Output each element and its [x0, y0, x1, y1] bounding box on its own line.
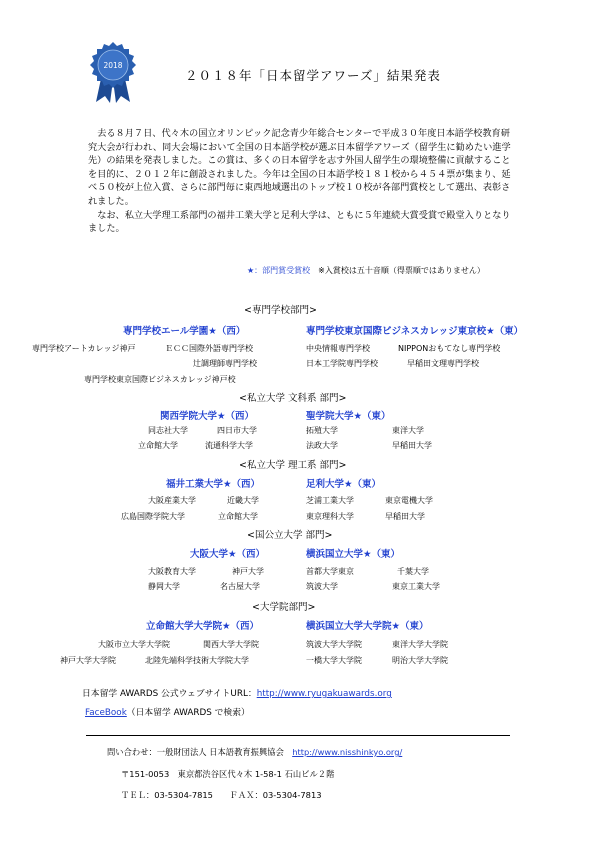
school-item: 神戸大学大学院	[60, 656, 116, 665]
school-item: 名古屋大学	[220, 582, 260, 591]
award-east: 専門学校東京国際ビジネスカレッジ東京校★（東）	[306, 326, 524, 337]
section-heading: <私立大学 理工系 部門>	[239, 460, 347, 471]
school-item: 関西大学大学院	[203, 640, 259, 649]
award-east: 横浜国立大学大学院★（東）	[306, 621, 429, 632]
contact-address: 〒151-0053 東京都渋谷区代々木 1-58-1 石山ビル２階	[121, 769, 335, 779]
website-line	[82, 686, 392, 699]
section-heading: <専門学校部門>	[244, 305, 317, 316]
school-item: 静岡大学	[148, 582, 180, 591]
contact-link[interactable]: http://www.nisshinkyo.org/	[292, 747, 403, 757]
school-item: 神戸大学	[232, 567, 264, 576]
school-item: 広島国際学院大学	[121, 512, 185, 521]
school-item: 同志社大学	[148, 426, 188, 435]
award-west: 大阪大学★（西）	[190, 549, 266, 560]
school-item: 東洋大学	[392, 426, 424, 435]
intro-paragraph: 去る８月７日、代々木の国立オリンピック記念青少年総合センターで平成３０年度日本語学校教育研究大会が行われ、同大会場において全国の日本語学校が選ぶ日本留学アワーズ（留学生に勧めたい進学先）の結果を発表しました。この賞は、多くの日本留学を志す外国人留学生の環境整備に貢献することを目的に、２０１２年に創設されました。今年は全国の日本語学校１８１校から４５４票が集まり、延べ５０校が上位入賞、さらに部門毎に東西地域選出のトップ校１０校が各部門賞校として選出、表彰されました。	[88, 128, 511, 207]
legend-star: ★：部門賞受賞校	[247, 266, 311, 275]
facebook-link[interactable]: FaceBook	[85, 708, 127, 718]
school-item: 千葉大学	[397, 567, 429, 576]
award-east: 足利大学★（東）	[306, 479, 382, 490]
school-item: 立命館大学	[138, 441, 178, 450]
school-item: 東京電機大学	[385, 496, 433, 505]
school-item: 拓殖大学	[306, 426, 338, 435]
page-title: ２０１８年「日本留学アワーズ」結果発表	[185, 68, 441, 83]
school-item: 流通科学大学	[205, 441, 253, 450]
contact-line	[107, 746, 402, 758]
award-west: 福井工業大学★（西）	[166, 479, 261, 490]
legend-note	[247, 265, 485, 276]
school-item: 法政大学	[306, 441, 338, 450]
school-item: 明治大学大学院	[392, 656, 448, 665]
section-heading: <大学院部門>	[252, 602, 316, 613]
contact-phone: ＴＥＬ：03-5304-7815 ＦＡＸ：03-5304-7813	[121, 790, 322, 800]
school-item: 大阪市立大学大学院	[98, 640, 170, 649]
contact-label: 問い合わせ：一般財団法人 日本語教育振興協会	[107, 747, 284, 757]
award-east: 横浜国立大学★（東）	[306, 549, 401, 560]
school-item: 辻調理師専門学校	[193, 359, 257, 368]
school-item: 大阪教育大学	[148, 567, 196, 576]
school-item: 早稲田大学	[385, 512, 425, 521]
website-link[interactable]: http://www.ryugakuawards.org	[256, 689, 392, 699]
facebook-note: （日本留学 AWARDS で検索）	[126, 708, 250, 718]
school-item: 立命館大学	[218, 512, 258, 521]
school-item: 筑波大学	[306, 582, 338, 591]
school-item: 東洋大学大学院	[392, 640, 448, 649]
school-item: 近畿大学	[227, 496, 259, 505]
website-label: 日本留学 AWARDS 公式ウェブサイトURL：	[82, 689, 257, 699]
section-heading: <国公立大学 部門>	[247, 530, 333, 541]
school-item: 専門学校東京国際ビジネスカレッジ神戸校	[84, 375, 236, 384]
school-item: ＥＣＣ国際外語専門学校	[165, 344, 253, 353]
school-item: 専門学校アートカレッジ神戸	[32, 344, 136, 353]
facebook-line	[85, 705, 250, 718]
school-item: 日本工学院専門学校	[306, 359, 378, 368]
intro-text	[88, 127, 518, 236]
school-item: 中央情報専門学校	[306, 344, 370, 353]
school-item: 芝浦工業大学	[306, 496, 354, 505]
section-heading: <私立大学 文科系 部門>	[239, 393, 347, 404]
award-west: 専門学校エール学園★（西）	[123, 326, 246, 337]
award-badge-icon	[88, 40, 138, 104]
school-item: 大阪産業大学	[148, 496, 196, 505]
school-item: 筑波大学大学院	[306, 640, 362, 649]
footer-divider	[86, 735, 510, 736]
award-west: 立命館大学大学院★（西）	[146, 621, 260, 632]
school-item: 一橋大学大学院	[306, 656, 362, 665]
award-east: 聖学院大学★（東）	[306, 411, 391, 422]
school-item: 四日市大学	[217, 426, 257, 435]
badge-year: 2018	[103, 61, 123, 70]
school-item: 早稲田文理専門学校	[407, 359, 479, 368]
order-note: ※入賞校は五十音順（得票順ではありません）	[318, 266, 485, 275]
school-item: 首都大学東京	[306, 567, 354, 576]
school-item: NIPPONおもてなし専門学校	[398, 344, 501, 353]
intro-paragraph: なお、私立大学理工系部門の福井工業大学と足利大学は、ともに５年連続大賞受賞で殿堂入りとなりました。	[88, 209, 511, 235]
school-item: 早稲田大学	[392, 441, 432, 450]
school-item: 東京理科大学	[306, 512, 354, 521]
school-item: 東京工業大学	[392, 582, 440, 591]
award-west: 関西学院大学★（西）	[160, 411, 255, 422]
school-item: 北陸先端科学技術大学院大学	[145, 656, 249, 665]
